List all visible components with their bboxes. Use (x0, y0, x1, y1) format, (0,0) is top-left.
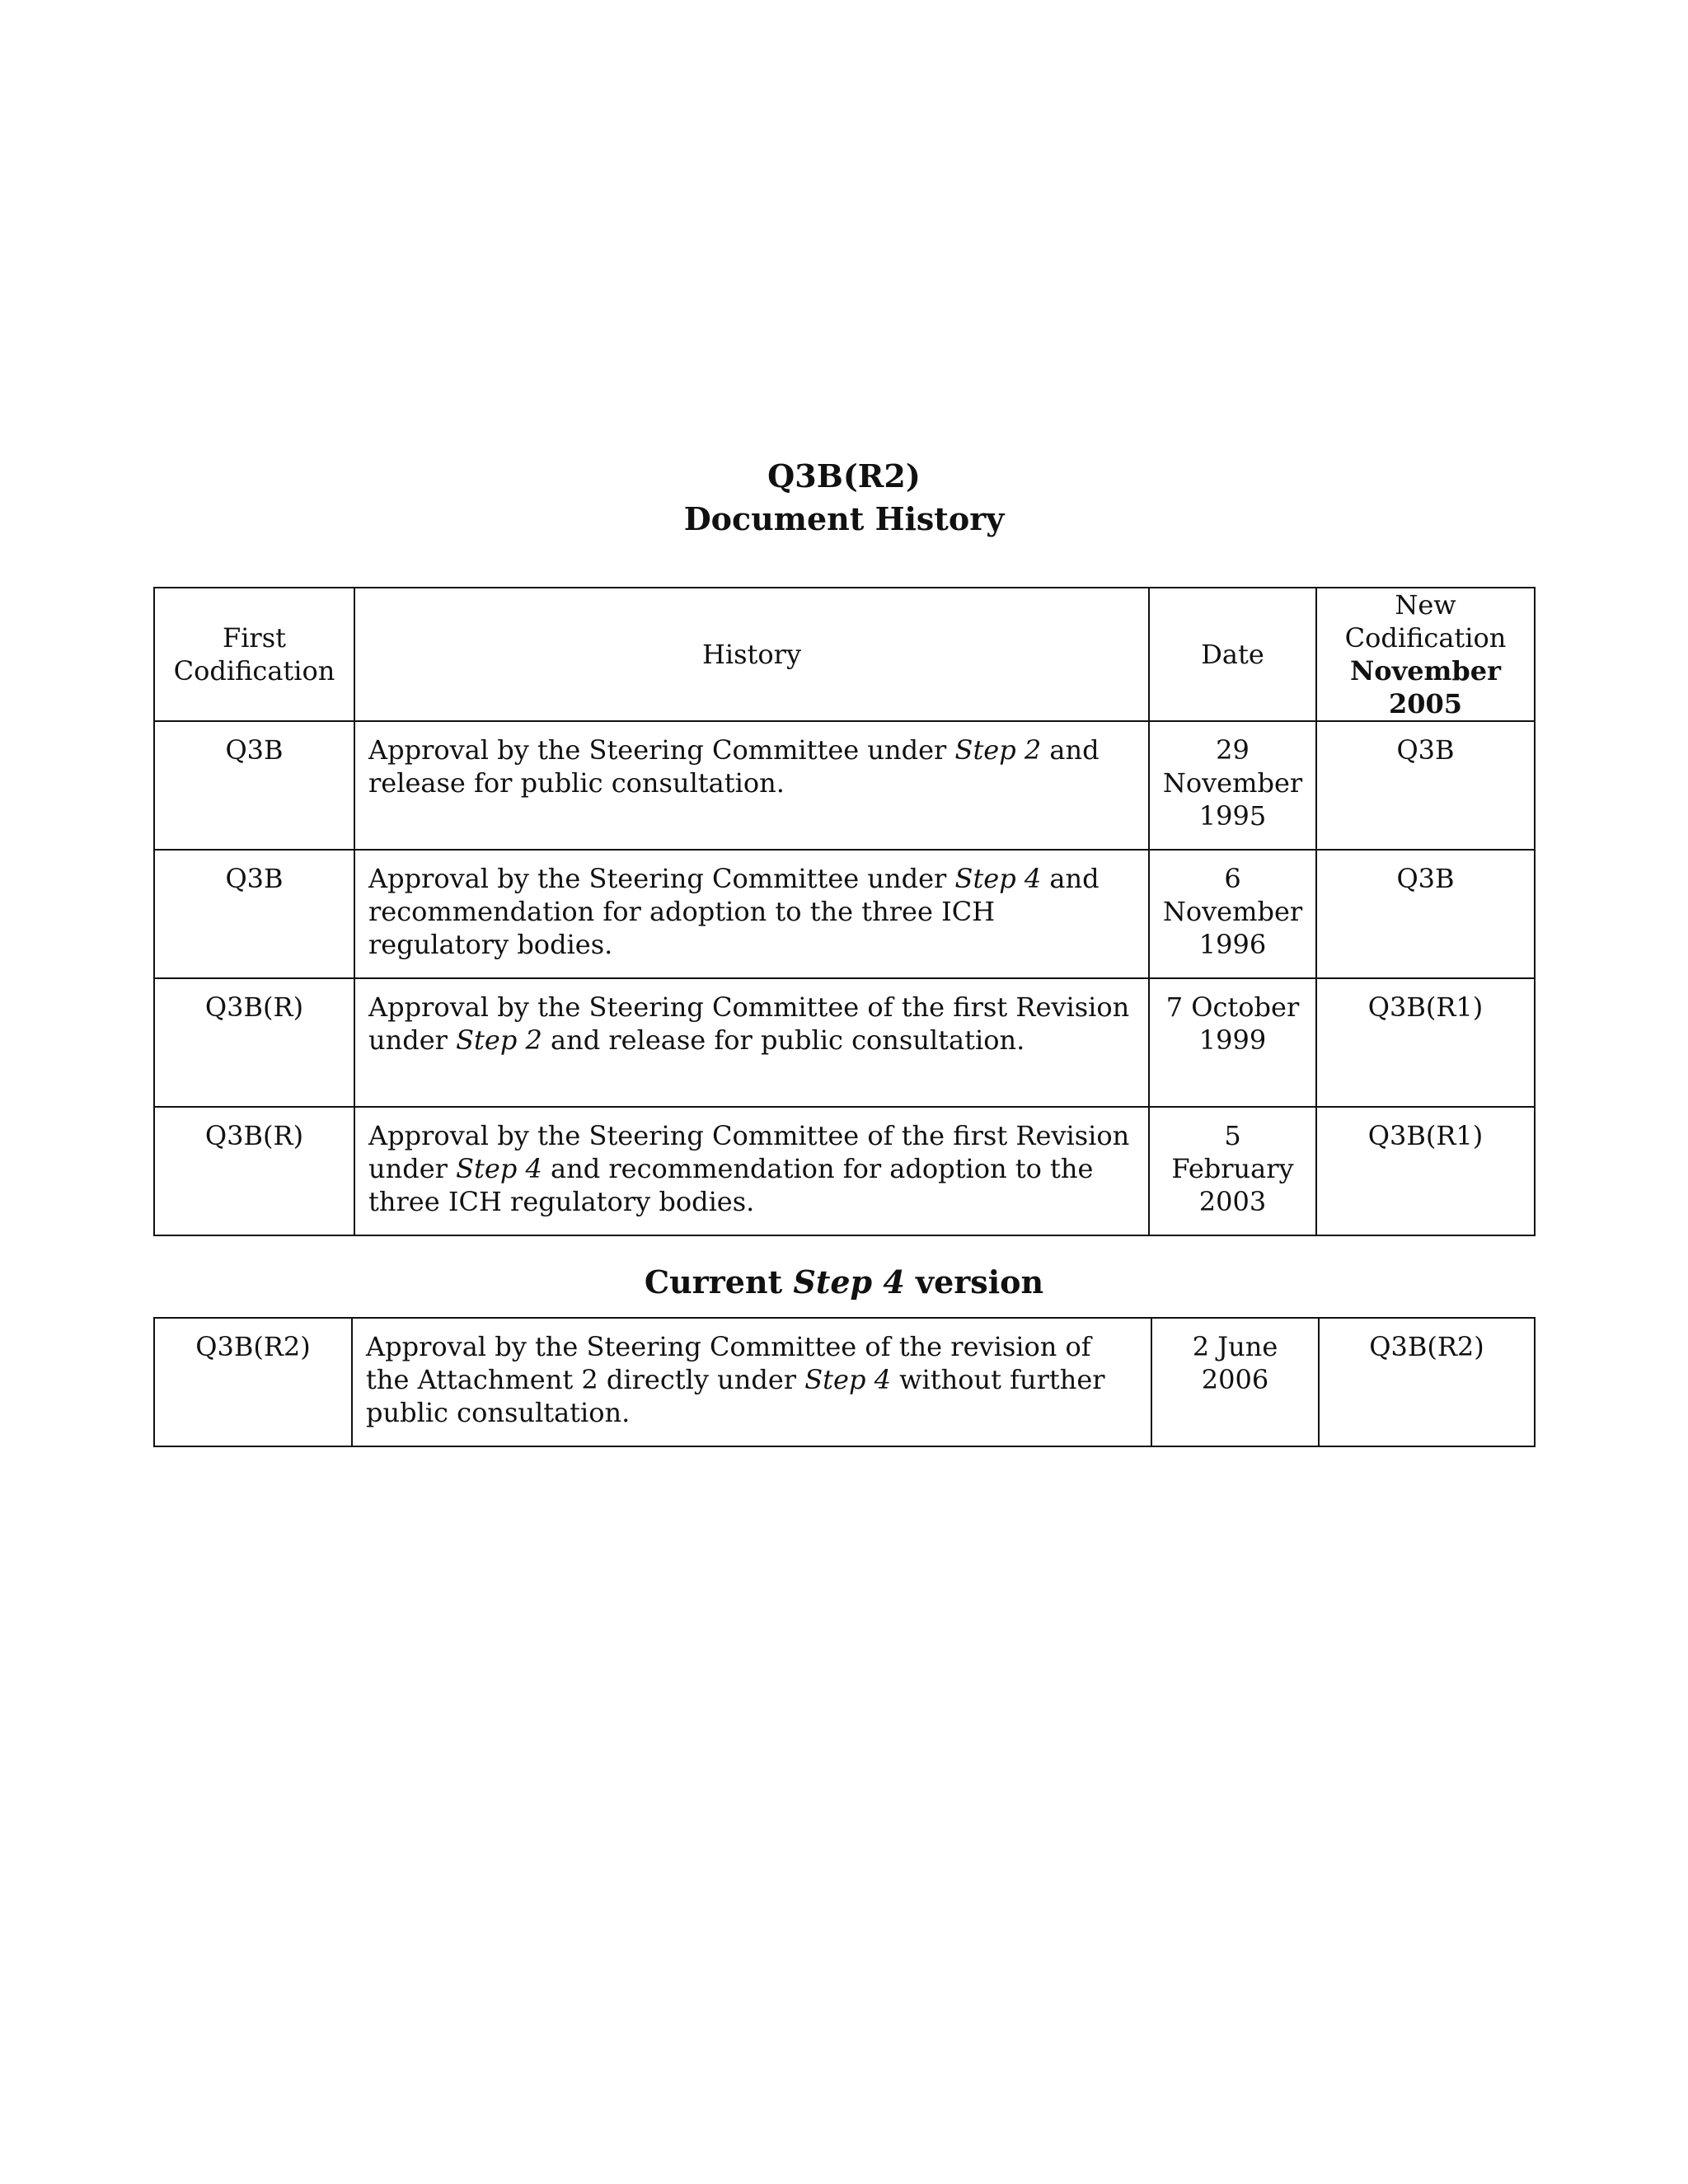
date-cell: 2 June 2006 (1151, 1318, 1319, 1446)
header-new-codification (1316, 588, 1535, 721)
history-cell: Approval by the Steering Committee of the revision of the Attachment 2 directly under Step 4 without further public consultation. (352, 1318, 1151, 1446)
first-codification-cell: Q3B(R2) (154, 1318, 352, 1446)
header-date: Date (1149, 588, 1316, 721)
current-version-table (153, 1317, 1536, 1447)
header-new-codification-date: November 2005 (1350, 655, 1501, 719)
history-cell: Approval by the Steering Committee under Step 4 and recommendation for adoption to the three ICH regulatory bodies. (354, 850, 1149, 978)
new-codification-cell: Q3B(R2) (1319, 1318, 1535, 1446)
header-history: History (354, 588, 1149, 721)
history-cell: Approval by the Steering Committee of the first Revision under Step 2 and release for public consultation. (354, 978, 1149, 1107)
new-codification-cell: Q3B (1316, 721, 1535, 850)
history-table (153, 587, 1536, 1236)
first-codification-cell: Q3B(R) (154, 978, 354, 1107)
date-cell: 6 November 1996 (1149, 850, 1316, 978)
first-codification-cell: Q3B (154, 850, 354, 978)
document-code: Q3B(R2) (767, 457, 921, 494)
date-cell: 5 February 2003 (1149, 1107, 1316, 1235)
table-row (154, 1318, 1535, 1446)
new-codification-cell: Q3B (1316, 850, 1535, 978)
date-cell: 7 October 1999 (1149, 978, 1316, 1107)
history-cell: Approval by the Steering Committee of the first Revision under Step 4 and recommendation for adoption to the three ICH regulatory bodies. (354, 1107, 1149, 1235)
current-step-4-heading: Current Step 4 version (644, 1263, 1044, 1301)
table-row (154, 978, 1535, 1107)
table-row (154, 721, 1535, 850)
table-row (154, 850, 1535, 978)
first-codification-cell: Q3B (154, 721, 354, 850)
history-cell: Approval by the Steering Committee under Step 2 and release for public consultation. (354, 721, 1149, 850)
document-title (0, 455, 1688, 541)
header-new-codification-label: New Codification (1344, 589, 1507, 654)
new-codification-cell: Q3B(R1) (1316, 1107, 1535, 1235)
date-cell: 29 November 1995 (1149, 721, 1316, 850)
header-first-codification: First Codification (154, 588, 354, 721)
history-table-header-row (154, 588, 1535, 721)
first-codification-cell: Q3B(R) (154, 1107, 354, 1235)
document-history-heading: Document History (683, 500, 1005, 537)
table-row (154, 1107, 1535, 1235)
new-codification-cell: Q3B(R1) (1316, 978, 1535, 1107)
